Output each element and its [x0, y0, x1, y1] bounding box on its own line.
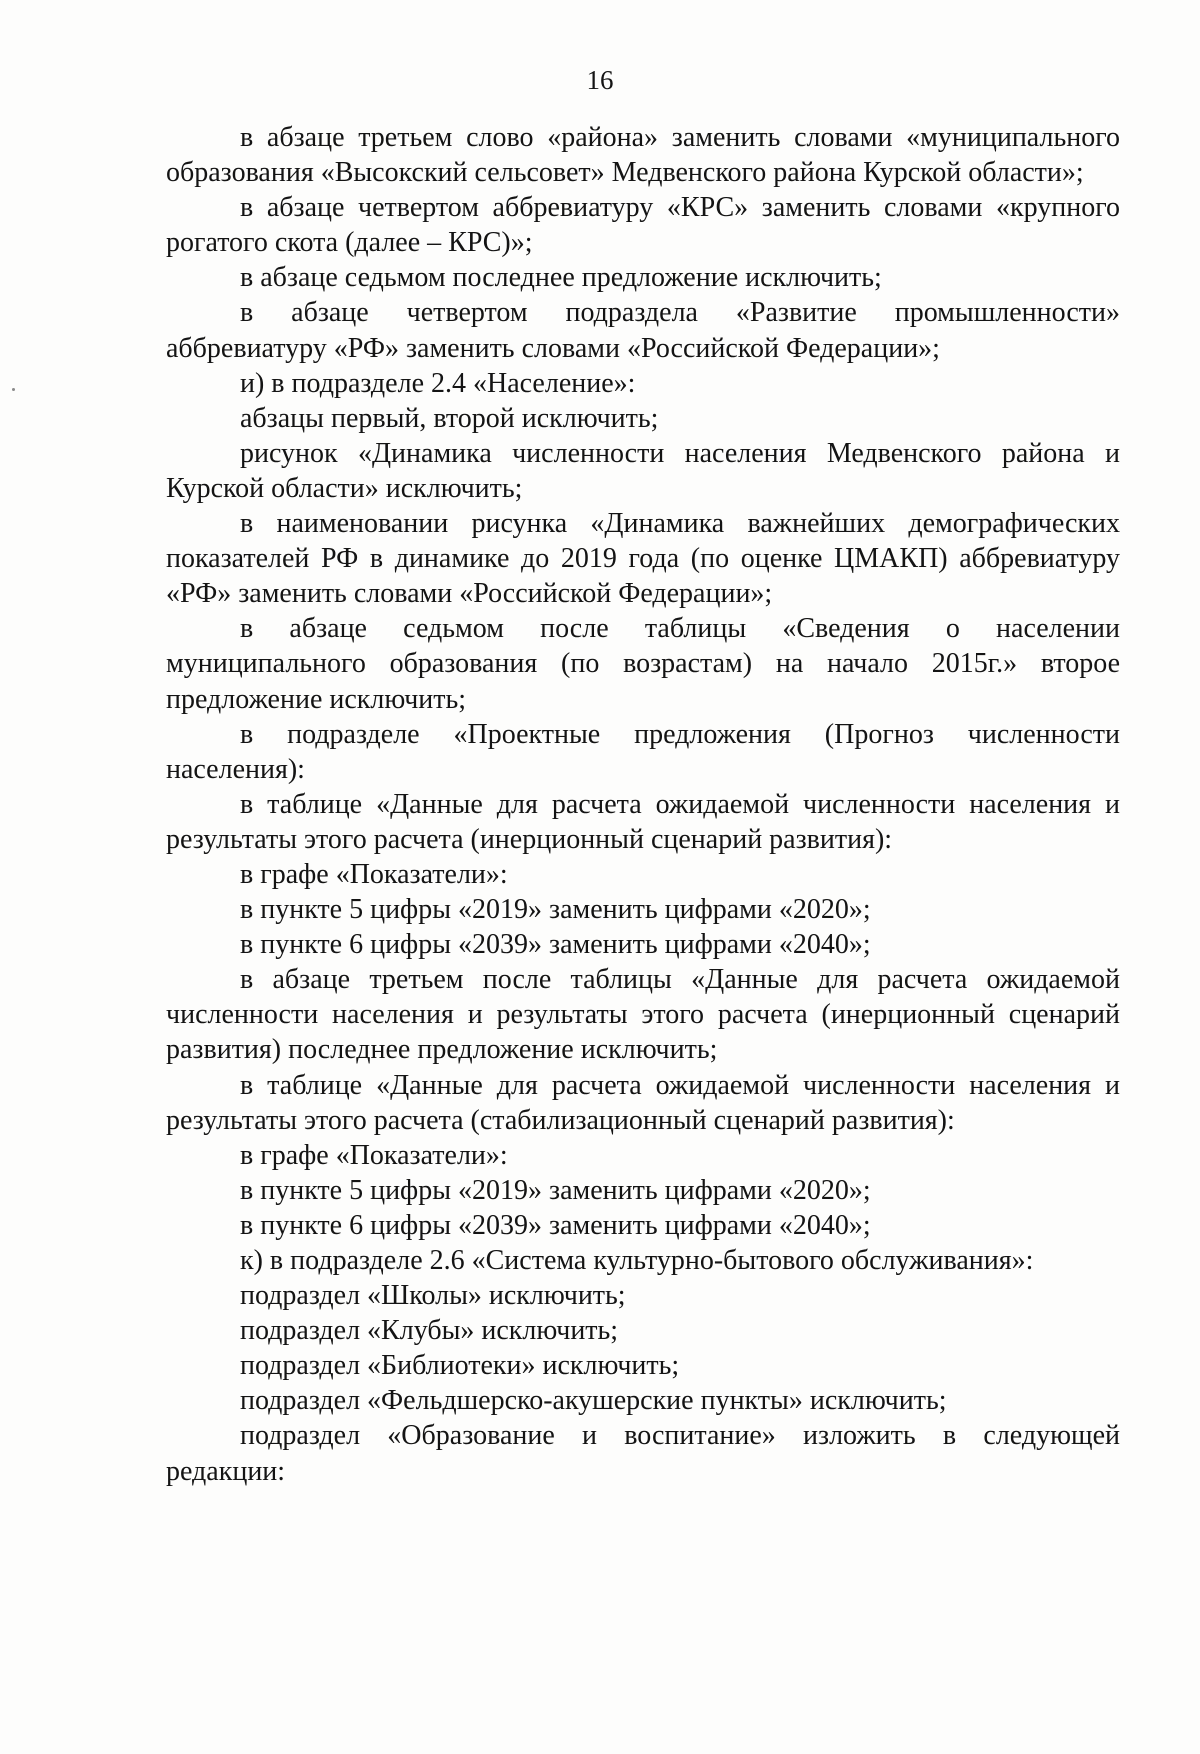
paragraph: в таблице «Данные для расчета ожидаемой численности населения и результаты этого расчета (стабилизационный сценарий развития):	[166, 1069, 1120, 1136]
document-body	[166, 120, 1120, 1489]
paragraph: к) в подразделе 2.6 «Система культурно-бытового обслуживания»:	[240, 1245, 1034, 1276]
paragraph: в пункте 6 цифры «2039» заменить цифрами «2040»;	[240, 1209, 871, 1241]
paragraph: подраздел «Школы» исключить;	[240, 1280, 626, 1312]
paragraph: в таблице «Данные для расчета ожидаемой численности населения и результаты этого расчета (инерционный сценарий развития):	[166, 788, 1120, 855]
paragraph: в абзаце третьем слово «района» заменить словами «муниципального образования «Высокский сельсовет» Медвенского района Курской области»;	[166, 122, 1120, 189]
paragraph: рисунок «Динамика численности населения Медвенского района и Курской области» исключить;	[166, 437, 1120, 504]
paragraph: в подразделе «Проектные предложения (Прогноз численности населения):	[166, 718, 1120, 785]
paragraph: в абзаце четвертом подраздела «Развитие промышленности» аббревиатуру «РФ» заменить словами «Российской Федерации»;	[166, 297, 1120, 364]
paragraph: в пункте 6 цифры «2039» заменить цифрами «2040»;	[240, 929, 871, 961]
paragraph: в абзаце седьмом последнее предложение исключить;	[240, 262, 882, 294]
paragraph: подраздел «Фельдшерско-акушерские пункты» исключить;	[240, 1385, 947, 1417]
paragraph: в наименовании рисунка «Динамика важнейших демографических показателей РФ в динамике до 2019 года (по оценке ЦМАКП) аббревиатуру «РФ» заменить словами «Российской Федерации»;	[166, 508, 1120, 610]
paragraph: в абзаце четвертом аббревиатуру «КРС» заменить словами «крупного рогатого скота (далее – КРС)»;	[166, 192, 1120, 259]
paragraph: абзацы первый, второй исключить;	[240, 402, 659, 434]
paragraph: в графе «Показатели»:	[240, 1139, 508, 1171]
paragraph: подраздел «Клубы» исключить;	[240, 1315, 619, 1347]
paragraph: и) в подразделе 2.4 «Население»:	[240, 367, 636, 399]
scan-speck	[12, 388, 15, 391]
paragraph: в абзаце третьем после таблицы «Данные для расчета ожидаемой численности населения и результаты этого расчета (инерционный сценарий развития) последнее предложение исключить;	[166, 964, 1120, 1066]
paragraph: подраздел «Образование и воспитание» изложить в следующей редакции:	[166, 1420, 1120, 1487]
page-number: 16	[586, 65, 614, 95]
paragraph: в абзаце седьмом после таблицы «Сведения о населении муниципального образования (по возрастам) на начало 2015г.» второе предложение исключить;	[166, 613, 1120, 715]
paragraph: подраздел «Библиотеки» исключить;	[240, 1350, 680, 1382]
paragraph: в пункте 5 цифры «2019» заменить цифрами «2020»;	[240, 1174, 871, 1206]
paragraph: в пункте 5 цифры «2019» заменить цифрами «2020»;	[240, 894, 871, 926]
paragraph: в графе «Показатели»:	[240, 858, 508, 890]
